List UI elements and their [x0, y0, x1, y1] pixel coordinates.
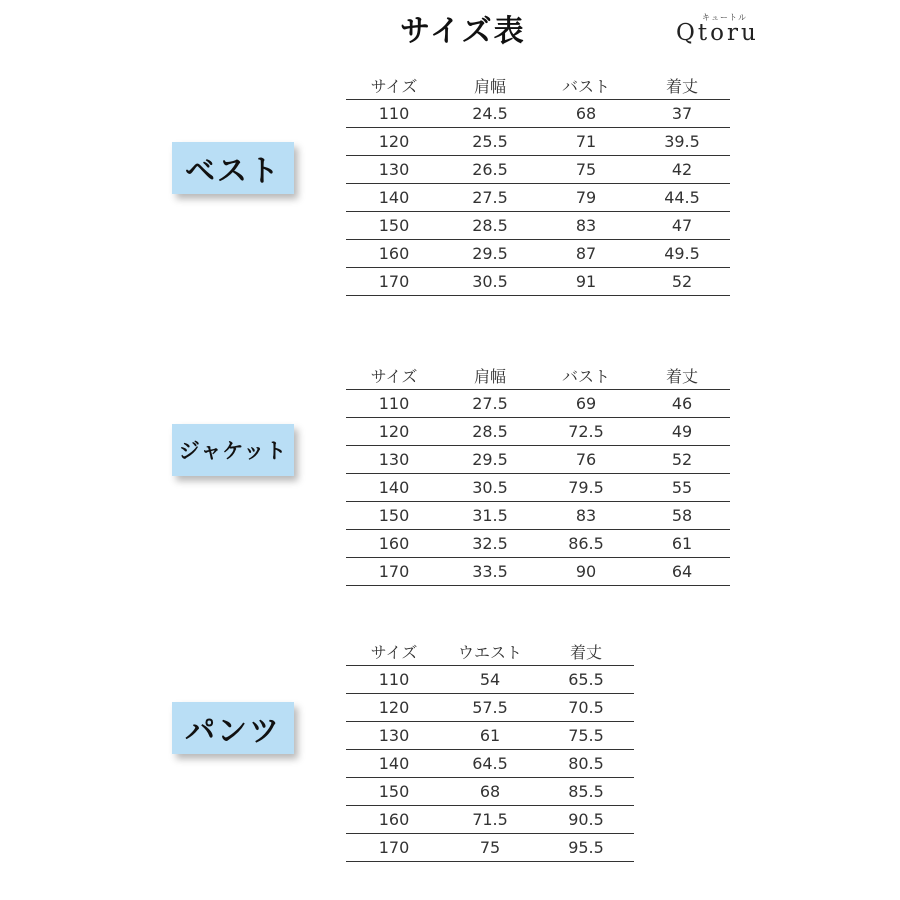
table-cell: 27.5	[442, 184, 538, 212]
table-cell: 140	[346, 474, 442, 502]
table-row	[346, 268, 730, 296]
table-cell: 79.5	[538, 474, 634, 502]
table-row	[346, 722, 634, 750]
table-cell: 64.5	[442, 750, 538, 778]
column-header: バスト	[538, 72, 634, 100]
table-cell: 69	[538, 390, 634, 418]
table-cell: 140	[346, 184, 442, 212]
table-cell: 85.5	[538, 778, 634, 806]
table-cell: 28.5	[442, 418, 538, 446]
logo-text: Qtoru	[676, 20, 759, 46]
pants-label: パンツ	[172, 702, 294, 754]
table-cell: 30.5	[442, 268, 538, 296]
table-cell: 24.5	[442, 100, 538, 128]
table-row	[346, 502, 730, 530]
table-cell: 27.5	[442, 390, 538, 418]
table-row	[346, 530, 730, 558]
table-cell: 75	[538, 156, 634, 184]
table-cell: 76	[538, 446, 634, 474]
table-cell: 68	[538, 100, 634, 128]
jacket-size-table	[346, 362, 730, 586]
table-cell: 75.5	[538, 722, 634, 750]
page-title: サイズ表	[400, 14, 526, 49]
table-cell: 160	[346, 240, 442, 268]
table-cell: 120	[346, 694, 442, 722]
table-cell: 55	[634, 474, 730, 502]
table-cell: 31.5	[442, 502, 538, 530]
table-cell: 57.5	[442, 694, 538, 722]
table-cell: 33.5	[442, 558, 538, 586]
table-cell: 49.5	[634, 240, 730, 268]
table-cell: 150	[346, 778, 442, 806]
table-cell: 95.5	[538, 834, 634, 862]
table-row	[346, 418, 730, 446]
table-cell: 42	[634, 156, 730, 184]
table-cell: 28.5	[442, 212, 538, 240]
table-cell: 91	[538, 268, 634, 296]
column-header: サイズ	[346, 638, 442, 666]
table-row	[346, 666, 634, 694]
column-header: 着丈	[634, 72, 730, 100]
table-cell: 26.5	[442, 156, 538, 184]
table-cell: 29.5	[442, 446, 538, 474]
table-cell: 130	[346, 446, 442, 474]
table-cell: 39.5	[634, 128, 730, 156]
table-cell: 170	[346, 268, 442, 296]
table-cell: 61	[442, 722, 538, 750]
table-row	[346, 834, 634, 862]
table-cell: 70.5	[538, 694, 634, 722]
table-cell: 120	[346, 128, 442, 156]
table-cell: 110	[346, 390, 442, 418]
table-cell: 160	[346, 530, 442, 558]
table-cell: 44.5	[634, 184, 730, 212]
table-row	[346, 750, 634, 778]
vest-label: ベスト	[172, 142, 294, 194]
table-cell: 32.5	[442, 530, 538, 558]
table-cell: 71	[538, 128, 634, 156]
table-cell: 71.5	[442, 806, 538, 834]
table-cell: 140	[346, 750, 442, 778]
table-cell: 29.5	[442, 240, 538, 268]
table-row	[346, 184, 730, 212]
table-row	[346, 390, 730, 418]
table-cell: 120	[346, 418, 442, 446]
table-cell: 79	[538, 184, 634, 212]
column-header: サイズ	[346, 72, 442, 100]
table-row	[346, 100, 730, 128]
table-cell: 30.5	[442, 474, 538, 502]
table-cell: 49	[634, 418, 730, 446]
table-row	[346, 694, 634, 722]
table-cell: 52	[634, 268, 730, 296]
table-cell: 54	[442, 666, 538, 694]
table-cell: 37	[634, 100, 730, 128]
table-cell: 90	[538, 558, 634, 586]
table-cell: 72.5	[538, 418, 634, 446]
column-header: バスト	[538, 362, 634, 390]
table-cell: 25.5	[442, 128, 538, 156]
table-cell: 110	[346, 100, 442, 128]
jacket-label: ジャケット	[172, 424, 294, 476]
column-header: サイズ	[346, 362, 442, 390]
table-cell: 65.5	[538, 666, 634, 694]
table-cell: 110	[346, 666, 442, 694]
table-header-row	[346, 362, 730, 390]
pants-size-table	[346, 638, 634, 862]
table-cell: 90.5	[538, 806, 634, 834]
column-header: 肩幅	[442, 72, 538, 100]
table-cell: 160	[346, 806, 442, 834]
table-cell: 58	[634, 502, 730, 530]
table-cell: 64	[634, 558, 730, 586]
table-cell: 170	[346, 558, 442, 586]
table-cell: 150	[346, 502, 442, 530]
table-cell: 46	[634, 390, 730, 418]
table-header-row	[346, 72, 730, 100]
table-row	[346, 558, 730, 586]
column-header: 着丈	[634, 362, 730, 390]
table-cell: 83	[538, 502, 634, 530]
table-cell: 130	[346, 156, 442, 184]
table-cell: 87	[538, 240, 634, 268]
table-cell: 52	[634, 446, 730, 474]
table-row	[346, 806, 634, 834]
table-cell: 130	[346, 722, 442, 750]
logo-ruby: キュートル	[702, 13, 747, 22]
column-header: 着丈	[538, 638, 634, 666]
table-cell: 170	[346, 834, 442, 862]
table-cell: 86.5	[538, 530, 634, 558]
table-row	[346, 474, 730, 502]
table-header-row	[346, 638, 634, 666]
table-row	[346, 240, 730, 268]
table-row	[346, 212, 730, 240]
table-cell: 75	[442, 834, 538, 862]
table-row	[346, 156, 730, 184]
table-cell: 61	[634, 530, 730, 558]
table-row	[346, 778, 634, 806]
brand-logo	[676, 12, 776, 52]
table-cell: 68	[442, 778, 538, 806]
column-header: 肩幅	[442, 362, 538, 390]
table-cell: 47	[634, 212, 730, 240]
column-header: ウエスト	[442, 638, 538, 666]
table-cell: 150	[346, 212, 442, 240]
vest-size-table	[346, 72, 730, 296]
table-cell: 83	[538, 212, 634, 240]
table-cell: 80.5	[538, 750, 634, 778]
table-row	[346, 446, 730, 474]
table-row	[346, 128, 730, 156]
